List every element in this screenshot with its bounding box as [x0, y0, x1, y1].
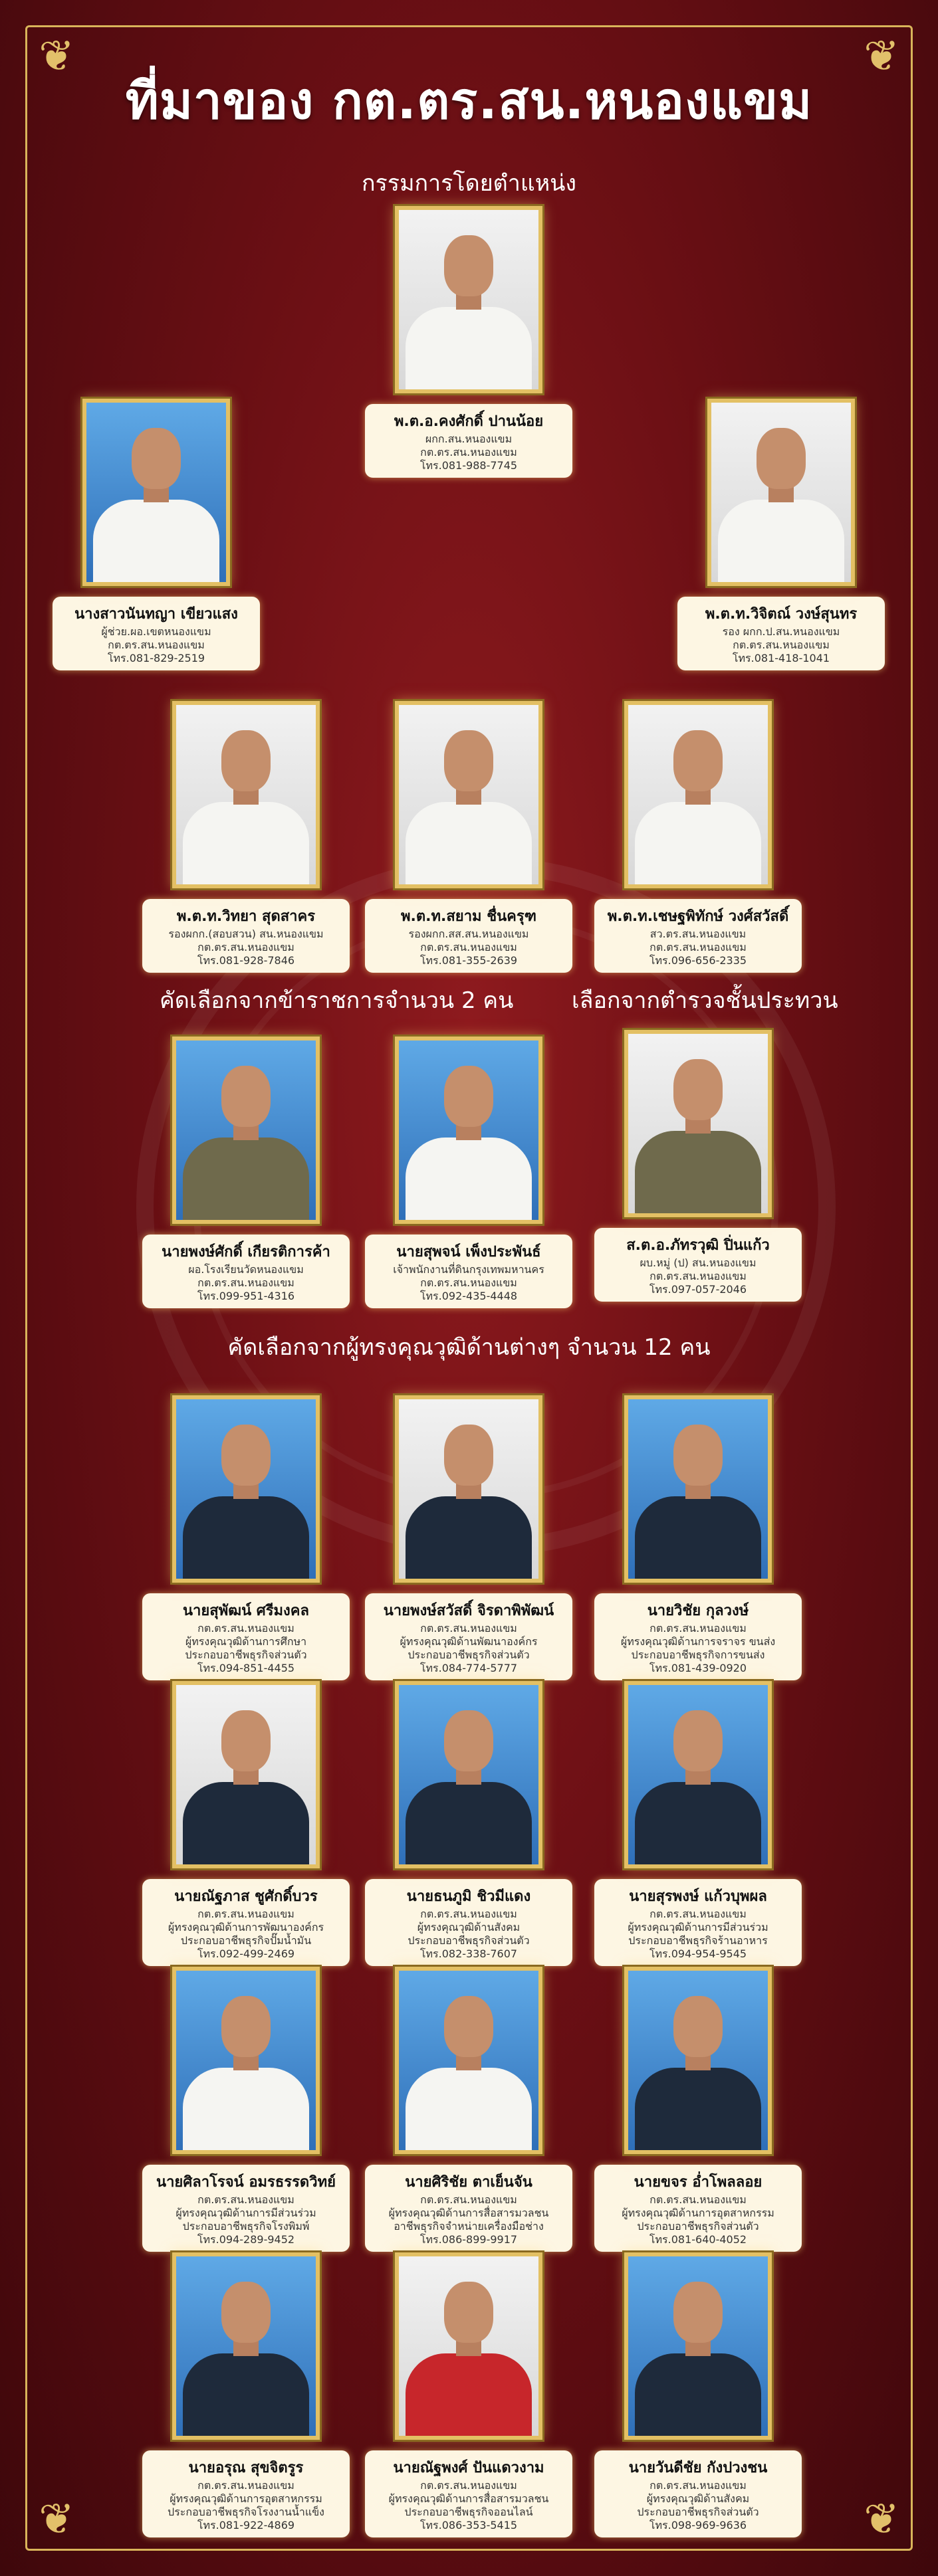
member-name: พ.ต.อ.คงศักดิ์ ปานน้อย — [394, 413, 544, 430]
member-name: นายวันดีชัย กังปวงชน — [628, 2460, 768, 2476]
member-name: พ.ต.ท.เชษฐพิทักษ์ วงศ์สวัสดิ์ — [607, 908, 789, 925]
member-caption — [677, 597, 885, 670]
member-card — [140, 2252, 352, 2537]
member-card — [362, 206, 575, 478]
member-photo — [707, 399, 855, 586]
member-name: นายอรุณ สุขจิตรูร — [188, 2460, 304, 2476]
section-civil-servants: คัดเลือกจากข้าราชการจำนวน 2 คน — [160, 987, 514, 1014]
member-caption — [142, 2450, 350, 2537]
member-detail: ประกอบอาชีพธุรกิจส่วนตัว — [408, 1648, 530, 1661]
member-detail: ประกอบอาชีพธุรกิจออนไลน์ — [404, 2506, 533, 2518]
member-detail: กต.ตร.สน.หนองแขม — [197, 2193, 294, 2206]
member-detail: กต.ตร.สน.หนองแขม — [197, 1622, 294, 1635]
member-photo — [395, 1681, 542, 1868]
member-detail: กต.ตร.สน.หนองแขม — [420, 2193, 517, 2206]
member-card — [362, 1681, 575, 1966]
member-photo — [395, 2252, 542, 2440]
member-caption — [365, 2450, 572, 2537]
member-card — [592, 2252, 804, 2537]
member-card — [362, 701, 575, 973]
page-title: ที่มาของ กต.ตร.สน.หนองแขม — [125, 71, 813, 130]
member-detail: กต.ตร.สน.หนองแขม — [649, 2193, 747, 2206]
member-detail: ผู้ทรงคุณวุฒิด้านการมีส่วนร่วม — [176, 2207, 316, 2219]
member-detail: โทร.086-899-9917 — [419, 2233, 518, 2246]
member-name: นายขจร อ่ำโพลลอย — [634, 2174, 762, 2191]
member-card — [140, 1395, 352, 1680]
member-detail: ประกอบอาชีพธุรกิจร้านอาหาร — [628, 1934, 768, 1947]
member-card — [50, 399, 263, 670]
member-detail: กต.ตร.สน.หนองแขม — [649, 1622, 747, 1635]
member-caption — [365, 404, 572, 478]
member-detail: ประกอบอาชีพธุรกิจส่วนตัว — [408, 1934, 530, 1947]
member-detail: โทร.096-656-2335 — [649, 954, 747, 967]
member-caption — [142, 1879, 350, 1966]
member-detail: กต.ตร.สน.หนองแขม — [420, 2479, 517, 2492]
member-caption — [365, 1235, 572, 1308]
member-photo — [395, 1395, 542, 1583]
member-detail: กต.ตร.สน.หนองแขม — [420, 941, 517, 953]
member-card — [140, 1681, 352, 1966]
member-card — [140, 701, 352, 973]
member-detail: โทร.092-435-4448 — [419, 1290, 518, 1302]
member-name: พ.ต.ท.วิจิตณ์ วงษ์สุนทร — [705, 606, 858, 623]
member-photo — [624, 2252, 772, 2440]
member-detail: อาชีพธุรกิจจำหน่ายเครื่องมือช่าง — [394, 2220, 544, 2232]
member-card — [140, 1967, 352, 2252]
member-detail: ผอ.โรงเรียนวัดหนองแขม — [188, 1263, 304, 1276]
corner-ornament-icon: ❦ — [39, 2495, 74, 2544]
member-detail: ผู้ทรงคุณวุฒิด้านการอุตสาหกรรม — [622, 2207, 774, 2219]
member-photo — [395, 701, 542, 888]
member-detail: โทร.092-499-2469 — [197, 1947, 295, 1960]
member-detail: กต.ตร.สน.หนองแขม — [649, 2479, 747, 2492]
member-photo — [624, 1681, 772, 1868]
member-caption — [594, 1228, 802, 1302]
member-photo — [395, 1967, 542, 2154]
member-caption — [594, 1593, 802, 1680]
member-name: นายสุพัฒน์ ศรีมงคล — [182, 1603, 309, 1619]
member-detail: ผู้ทรงคุณวุฒิด้านการสื่อสารมวลชน — [388, 2492, 549, 2505]
member-detail: กต.ตร.สน.หนองแขม — [420, 1276, 517, 1289]
section-experts: คัดเลือกจากผู้ทรงคุณวุฒิด้านต่างๆ จำนวน 12 คน — [227, 1334, 711, 1361]
member-detail: รองผกก.สส.สน.หนองแขม — [408, 928, 529, 940]
member-name: พ.ต.ท.สยาม ชื่นครุฑ — [401, 908, 536, 925]
member-name: นายวิชัย กุลวงษ์ — [647, 1603, 749, 1619]
member-card — [362, 1037, 575, 1308]
member-name: นายพงษ์สวัสดิ์ จิรดาพิพัฒน์ — [383, 1603, 554, 1619]
member-detail: ผู้ทรงคุณวุฒิด้านการสื่อสารมวลชน — [388, 2207, 549, 2219]
member-detail: ผู้ทรงคุณวุฒิด้านพัฒนาองค์กร — [400, 1635, 538, 1648]
member-detail: ผู้ทรงคุณวุฒิด้านสังคม — [646, 2492, 750, 2505]
member-card — [362, 2252, 575, 2537]
member-detail: โทร.086-353-5415 — [419, 2519, 518, 2531]
member-caption — [365, 1879, 572, 1966]
member-caption — [142, 1235, 350, 1308]
member-detail: โทร.081-928-7846 — [197, 954, 295, 967]
member-name: นายธนภูมิ ชิวมีแดง — [406, 1888, 531, 1905]
member-detail: ผู้ทรงคุณวุฒิด้านการพัฒนาองค์กร — [168, 1921, 324, 1933]
member-caption — [142, 1593, 350, 1680]
member-caption — [594, 1879, 802, 1966]
member-name: พ.ต.ท.วิทยา สุดสาคร — [176, 908, 316, 925]
member-detail: ผกก.สน.หนองแขม — [425, 433, 513, 445]
member-detail: ผู้ทรงคุณวุฒิด้านการจราจร ขนส่ง — [620, 1635, 776, 1648]
member-card — [140, 1037, 352, 1308]
member-photo — [172, 1681, 320, 1868]
member-name: นายสุรพงษ์ แก้วบุพผล — [629, 1888, 767, 1905]
member-detail: กต.ตร.สน.หนองแขม — [197, 941, 294, 953]
member-name: นายศิลาโรจน์ อมรธรรดวิทย์ — [156, 2174, 336, 2191]
corner-ornament-icon: ❦ — [39, 32, 74, 81]
member-detail: โทร.094-851-4455 — [197, 1662, 295, 1674]
member-photo — [624, 1030, 772, 1217]
member-caption — [594, 2450, 802, 2537]
member-detail: กต.ตร.สน.หนองแขม — [420, 1622, 517, 1635]
member-detail: กต.ตร.สน.หนองแขม — [420, 1908, 517, 1920]
member-detail: ประกอบอาชีพธุรกิจโรงพิมพ์ — [182, 2220, 310, 2232]
member-detail: ผู้ทรงคุณวุฒิด้านการมีส่วนร่วม — [628, 1921, 768, 1933]
member-detail: ประกอบอาชีพธุรกิจโรงงานน้ำแข็ง — [168, 2506, 324, 2518]
member-detail: ประกอบอาชีพธุรกิจส่วนตัว — [185, 1648, 307, 1661]
member-detail: ประกอบอาชีพธุรกิจการขนส่ง — [631, 1648, 765, 1661]
member-detail: โทร.081-439-0920 — [649, 1662, 747, 1674]
member-detail: กต.ตร.สน.หนองแขม — [108, 639, 205, 651]
member-caption — [53, 597, 260, 670]
member-detail: โทร.081-988-7745 — [419, 459, 518, 472]
member-photo — [172, 1395, 320, 1583]
member-photo — [172, 1967, 320, 2154]
member-photo — [172, 701, 320, 888]
member-detail: เจ้าพนักงานที่ดินกรุงเทพมหานคร — [393, 1263, 544, 1276]
member-detail: โทร.094-954-9545 — [649, 1947, 747, 1960]
member-detail: โทร.094-289-9452 — [197, 2233, 295, 2246]
member-caption — [365, 899, 572, 973]
member-name: ส.ต.อ.ภัทรวุฒิ ปิ่นแก้ว — [626, 1237, 770, 1254]
member-detail: กต.ตร.สน.หนองแขม — [649, 1270, 747, 1282]
member-detail: ผู้ทรงคุณวุฒิด้านสังคม — [417, 1921, 521, 1933]
member-caption — [594, 899, 802, 973]
member-detail: กต.ตร.สน.หนองแขม — [649, 1908, 747, 1920]
member-photo — [172, 2252, 320, 2440]
corner-ornament-icon: ❦ — [864, 2495, 899, 2544]
member-caption — [365, 1593, 572, 1680]
member-detail: กต.ตร.สน.หนองแขม — [649, 941, 747, 953]
member-name: นายศิริชัย ตาเย็นจัน — [405, 2174, 532, 2191]
member-detail: ผู้ช่วย.ผอ.เขตหนองแขม — [101, 625, 211, 638]
member-photo — [172, 1037, 320, 1224]
member-detail: ประกอบอาชีพธุรกิจส่วนตัว — [637, 2506, 759, 2518]
member-detail: ผบ.หมู่ (ป) สน.หนองแขม — [640, 1256, 757, 1269]
member-card — [592, 1967, 804, 2252]
member-detail: โทร.081-829-2519 — [107, 652, 205, 664]
section-ex-officio: กรรมการโดยตำแหน่ง — [361, 170, 577, 197]
member-detail: กต.ตร.สน.หนองแขม — [197, 1276, 294, 1289]
member-card — [362, 1395, 575, 1680]
member-photo — [624, 1967, 772, 2154]
member-detail: ประกอบอาชีพธุรกิจส่วนตัว — [637, 2220, 759, 2232]
member-detail: กต.ตร.สน.หนองแขม — [420, 446, 517, 458]
member-caption — [142, 2165, 350, 2252]
member-card — [592, 1030, 804, 1302]
member-detail: กต.ตร.สน.หนองแขม — [733, 639, 830, 651]
member-detail: ผู้ทรงคุณวุฒิด้านการอุตสาหกรรม — [170, 2492, 322, 2505]
member-detail: รองผกก.(สอบสวน) สน.หนองแขม — [168, 928, 324, 940]
member-detail: โทร.099-951-4316 — [197, 1290, 295, 1302]
member-card — [675, 399, 887, 670]
member-detail: กต.ตร.สน.หนองแขม — [197, 1908, 294, 1920]
member-name: นายพงษ์ศักดิ์ เกียรติการค้า — [162, 1244, 330, 1260]
member-card — [362, 1967, 575, 2252]
member-detail: ผู้ทรงคุณวุฒิด้านการศึกษา — [185, 1635, 307, 1648]
member-detail: โทร.097-057-2046 — [649, 1283, 747, 1296]
member-caption — [594, 2165, 802, 2252]
member-detail: โทร.081-355-2639 — [419, 954, 518, 967]
member-detail: กต.ตร.สน.หนองแขม — [197, 2479, 294, 2492]
member-name: นายสุพจน์ เพ็งประพันธ์ — [396, 1244, 541, 1260]
member-name: นายณัฐภาส ชูศักดิ์บวร — [174, 1888, 318, 1905]
section-police: เลือกจากตำรวจชั้นประทวน — [572, 987, 838, 1014]
member-detail: รอง ผกก.ป.สน.หนองแขม — [722, 625, 840, 638]
member-detail: โทร.082-338-7607 — [419, 1947, 518, 1960]
member-name: นางสาวนันทญา เขียวแสง — [74, 606, 238, 623]
member-detail: โทร.098-969-9636 — [649, 2519, 747, 2531]
member-caption — [365, 2165, 572, 2252]
member-photo — [395, 1037, 542, 1224]
member-detail: โทร.081-640-4052 — [649, 2233, 747, 2246]
member-photo — [82, 399, 230, 586]
member-card — [592, 1681, 804, 1966]
member-card — [592, 701, 804, 973]
member-detail: โทร.084-774-5777 — [419, 1662, 518, 1674]
member-card — [592, 1395, 804, 1680]
member-caption — [142, 899, 350, 973]
member-photo — [624, 1395, 772, 1583]
member-photo — [395, 206, 542, 393]
member-name: นายณัฐพงศ์ ปันแดวงาม — [393, 2460, 544, 2476]
member-detail: สว.ตร.สน.หนองแขม — [649, 928, 747, 940]
member-photo — [624, 701, 772, 888]
member-detail: โทร.081-922-4869 — [197, 2519, 295, 2531]
member-detail: ประกอบอาชีพธุรกิจปั๊มน้ำมัน — [180, 1934, 312, 1947]
member-detail: โทร.081-418-1041 — [732, 652, 830, 664]
corner-ornament-icon: ❦ — [864, 32, 899, 81]
